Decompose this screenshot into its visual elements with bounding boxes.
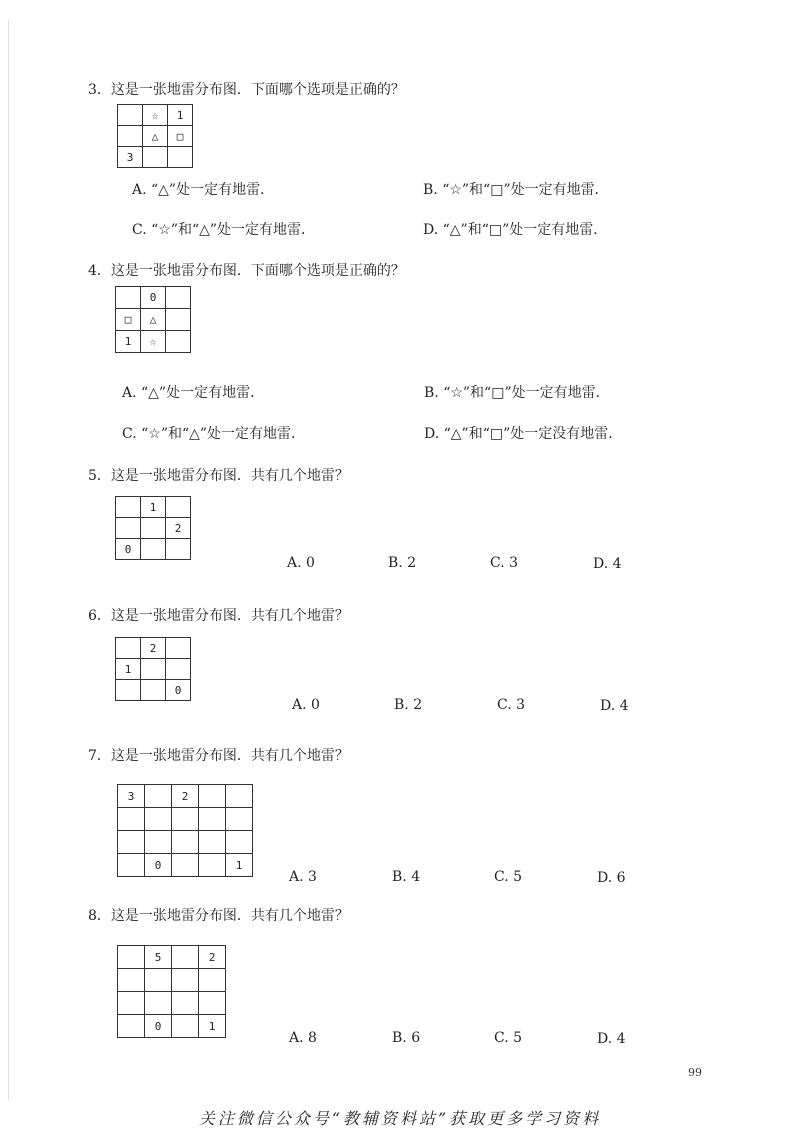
- grid-cell: 3: [118, 785, 145, 808]
- grid-cell: □: [168, 126, 193, 147]
- grid-cell: [199, 808, 226, 831]
- grid-cell: [143, 147, 168, 168]
- question-8-option-b: B. 6: [392, 1030, 421, 1046]
- grid-cell: [145, 808, 172, 831]
- grid-row: [118, 785, 253, 808]
- grid-cell: [168, 147, 193, 168]
- grid-row: [118, 831, 253, 854]
- grid-cell: [116, 638, 141, 659]
- question-4-stem: 4．这是一张地雷分布图．下面哪个选项是正确的？: [88, 263, 405, 279]
- page-edge-line: [8, 20, 9, 1100]
- grid-cell: [199, 785, 226, 808]
- question-3-option-b: B. “☆”和“□”处一定有地雷．: [423, 182, 609, 198]
- page-number: 99: [688, 1066, 702, 1079]
- grid-cell: [172, 831, 199, 854]
- grid-row: [116, 638, 191, 659]
- grid-cell: [118, 831, 145, 854]
- grid-cell: [166, 638, 191, 659]
- grid-cell: [116, 680, 141, 701]
- question-8-option-d: D. 4: [597, 1031, 626, 1047]
- grid-row: [116, 659, 191, 680]
- grid-cell: ☆: [143, 105, 168, 126]
- grid-cell: [172, 992, 199, 1015]
- grid-cell: [118, 808, 145, 831]
- question-7-grid: [117, 784, 253, 877]
- grid-row: [118, 992, 226, 1015]
- grid-row: [118, 969, 226, 992]
- grid-row: [116, 518, 191, 539]
- grid-cell: [118, 946, 145, 969]
- question-3-option-a: A. “△”处一定有地雷．: [132, 182, 275, 198]
- grid-row: [118, 854, 253, 877]
- grid-cell: [166, 497, 191, 518]
- grid-row: [116, 497, 191, 518]
- grid-cell: [166, 539, 191, 560]
- grid-cell: △: [141, 309, 166, 331]
- question-4-option-b: B. “☆”和“□”处一定有地雷．: [424, 385, 610, 401]
- question-8-stem: 8．这是一张地雷分布图．共有几个地雷？: [88, 908, 349, 924]
- grid-cell: 1: [116, 331, 141, 353]
- grid-cell: [118, 105, 143, 126]
- grid-cell: [145, 969, 172, 992]
- grid-cell: [172, 969, 199, 992]
- question-6-option-b: B. 2: [394, 697, 423, 713]
- question-7-option-d: D. 6: [597, 870, 626, 886]
- question-6-option-d: D. 4: [600, 698, 629, 714]
- grid-cell: [199, 854, 226, 877]
- grid-cell: 3: [118, 147, 143, 168]
- question-8-grid: [117, 945, 226, 1038]
- grid-cell: 1: [141, 497, 166, 518]
- question-3-option-d: D. “△”和“□”处一定有地雷．: [423, 222, 608, 238]
- question-4-option-c: C. “☆”和“△”处一定有地雷．: [122, 426, 306, 442]
- question-5-option-a: A. 0: [287, 555, 315, 571]
- grid-cell: [172, 1015, 199, 1038]
- grid-cell: [141, 539, 166, 560]
- grid-cell: 2: [199, 946, 226, 969]
- question-6-grid: [115, 637, 191, 701]
- grid-cell: 2: [166, 518, 191, 539]
- grid-cell: 0: [166, 680, 191, 701]
- grid-cell: ☆: [141, 331, 166, 353]
- question-5-option-b: B. 2: [388, 555, 417, 571]
- grid-cell: 2: [141, 638, 166, 659]
- grid-cell: 1: [168, 105, 193, 126]
- question-4-option-d: D. “△”和“□”处一定没有地雷．: [424, 426, 623, 442]
- grid-cell: [166, 331, 191, 353]
- grid-cell: [116, 518, 141, 539]
- question-5-stem: 5．这是一张地雷分布图．共有几个地雷？: [88, 468, 349, 484]
- grid-cell: [118, 854, 145, 877]
- grid-cell: [166, 309, 191, 331]
- grid-cell: [141, 518, 166, 539]
- question-8-option-c: C. 5: [494, 1030, 523, 1046]
- grid-cell: [118, 1015, 145, 1038]
- question-6-option-a: A. 0: [292, 697, 320, 713]
- grid-cell: 0: [145, 1015, 172, 1038]
- grid-cell: [172, 946, 199, 969]
- grid-cell: 0: [141, 287, 166, 309]
- grid-cell: 5: [145, 946, 172, 969]
- grid-row: [118, 1015, 226, 1038]
- grid-cell: 2: [172, 785, 199, 808]
- question-4-grid: [115, 286, 191, 353]
- grid-cell: [118, 969, 145, 992]
- question-4-option-a: A. “△”处一定有地雷．: [122, 385, 265, 401]
- grid-cell: △: [143, 126, 168, 147]
- question-3-option-c: C. “☆”和“△”处一定有地雷．: [132, 222, 316, 238]
- question-6-option-c: C. 3: [497, 697, 526, 713]
- grid-cell: [118, 126, 143, 147]
- grid-row: [118, 105, 193, 126]
- grid-cell: [166, 287, 191, 309]
- grid-cell: [118, 992, 145, 1015]
- grid-cell: [116, 497, 141, 518]
- grid-cell: [226, 785, 253, 808]
- question-5-option-c: C. 3: [490, 555, 519, 571]
- grid-cell: □: [116, 309, 141, 331]
- grid-cell: [172, 808, 199, 831]
- grid-cell: 0: [145, 854, 172, 877]
- grid-row: [118, 147, 193, 168]
- grid-cell: [199, 969, 226, 992]
- question-7-stem: 7．这是一张地雷分布图．共有几个地雷？: [88, 748, 349, 764]
- grid-cell: [141, 680, 166, 701]
- grid-cell: 0: [116, 539, 141, 560]
- grid-cell: [145, 831, 172, 854]
- grid-cell: [145, 785, 172, 808]
- grid-cell: [199, 831, 226, 854]
- footer-note: 关注微信公众号“教辅资料站”获取更多学习资料: [198, 1109, 602, 1128]
- grid-row: [118, 946, 226, 969]
- grid-cell: [145, 992, 172, 1015]
- grid-cell: [172, 854, 199, 877]
- grid-cell: [116, 287, 141, 309]
- question-7-option-c: C. 5: [494, 869, 523, 885]
- grid-row: [116, 287, 191, 309]
- grid-cell: [199, 992, 226, 1015]
- question-7-option-b: B. 4: [392, 869, 421, 885]
- grid-row: [118, 808, 253, 831]
- question-3-grid: [117, 104, 193, 168]
- grid-cell: [226, 808, 253, 831]
- question-7-option-a: A. 3: [289, 869, 317, 885]
- grid-cell: 1: [199, 1015, 226, 1038]
- grid-cell: [166, 659, 191, 680]
- grid-row: [116, 331, 191, 353]
- grid-row: [116, 539, 191, 560]
- grid-cell: 1: [116, 659, 141, 680]
- question-6-stem: 6．这是一张地雷分布图．共有几个地雷？: [88, 608, 349, 624]
- grid-cell: [141, 659, 166, 680]
- question-5-option-d: D. 4: [593, 556, 622, 572]
- question-3-stem: 3．这是一张地雷分布图．下面哪个选项是正确的？: [88, 82, 405, 98]
- grid-row: [116, 309, 191, 331]
- grid-cell: [226, 831, 253, 854]
- question-8-option-a: A. 8: [289, 1030, 317, 1046]
- grid-cell: 1: [226, 854, 253, 877]
- question-5-grid: [115, 496, 191, 560]
- grid-row: [118, 126, 193, 147]
- grid-row: [116, 680, 191, 701]
